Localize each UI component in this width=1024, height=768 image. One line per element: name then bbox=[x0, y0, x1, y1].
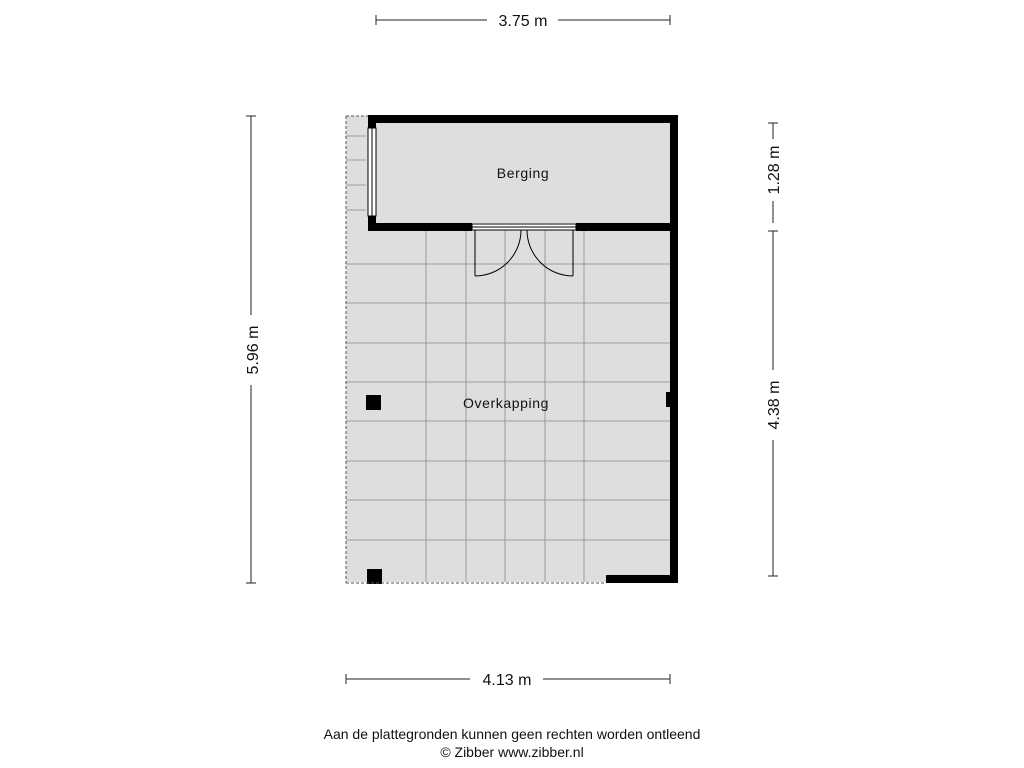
room-label-berging: Berging bbox=[496, 165, 550, 181]
footer-copyright: © Zibber www.zibber.nl bbox=[440, 744, 584, 760]
berging-window bbox=[368, 128, 376, 216]
berging-bottom-wall-left bbox=[368, 223, 472, 231]
wall-nub bbox=[666, 392, 671, 407]
dimension-left-height: 5.96 m bbox=[245, 325, 262, 375]
side-strip bbox=[346, 116, 368, 229]
berging-top-wall bbox=[368, 115, 678, 123]
footer-disclaimer: Aan de plattegronden kunnen geen rechten worden ontleend bbox=[323, 726, 701, 742]
dimension-bottom-width: 4.13 m bbox=[482, 672, 532, 689]
dimension-right-lower-height: 4.38 m bbox=[766, 380, 783, 430]
right-wall bbox=[670, 115, 678, 583]
left-wall-upper bbox=[368, 115, 376, 128]
dimension-top-width: 3.75 m bbox=[498, 13, 548, 30]
bottom-right-wall bbox=[606, 575, 678, 583]
room-label-overkapping: Overkapping bbox=[463, 395, 549, 411]
column-middle bbox=[366, 395, 381, 410]
berging-bottom-wall-right bbox=[576, 223, 678, 231]
column-bottom bbox=[367, 569, 382, 584]
dimension-right-upper-height: 1.28 m bbox=[766, 145, 783, 195]
